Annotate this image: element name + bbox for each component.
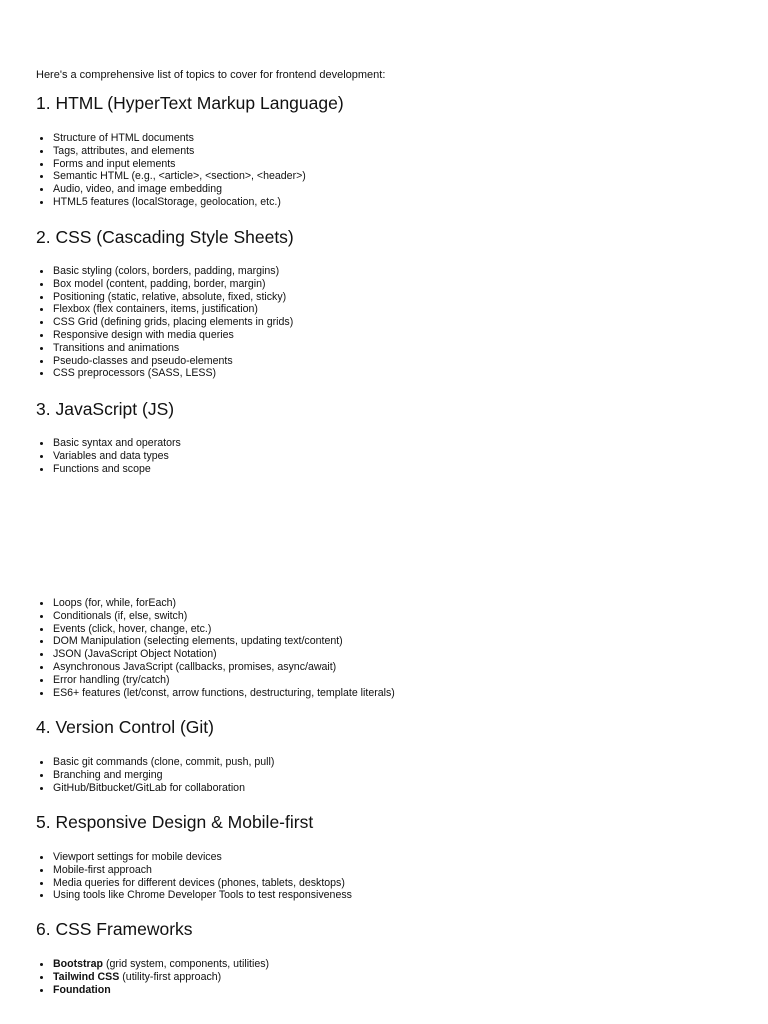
list-item: Asynchronous JavaScript (callbacks, promises, async/await) (53, 661, 395, 674)
list-item: Positioning (static, relative, absolute, fixed, sticky) (53, 291, 293, 304)
topic-list-css (36, 265, 293, 380)
framework-name: Bootstrap (53, 958, 104, 970)
list-item: Flexbox (flex containers, items, justification) (53, 303, 293, 316)
framework-detail: (grid system, components, utilities) (103, 958, 270, 970)
list-item: Conditionals (if, else, switch) (53, 610, 395, 623)
list-item: Structure of HTML documents (53, 132, 306, 145)
list-item: Audio, video, and image embedding (53, 183, 306, 196)
list-item: Media queries for different devices (phones, tablets, desktops) (53, 877, 352, 890)
topic-list-css-frameworks (36, 958, 269, 996)
list-item: Branching and merging (53, 769, 274, 782)
list-item (53, 984, 269, 997)
list-item: Transitions and animations (53, 342, 293, 355)
list-item: Forms and input elements (53, 158, 306, 171)
list-item: Functions and scope (53, 463, 181, 476)
list-item: Viewport settings for mobile devices (53, 851, 352, 864)
intro-text: Here's a comprehensive list of topics to cover for frontend development: (36, 69, 386, 81)
list-item: Variables and data types (53, 450, 181, 463)
list-item (53, 958, 269, 971)
list-item: Mobile-first approach (53, 864, 352, 877)
topic-list-javascript (36, 437, 181, 475)
list-item: Responsive design with media queries (53, 329, 293, 342)
list-item: CSS Grid (defining grids, placing elements in grids) (53, 316, 294, 329)
topic-list-responsive (36, 851, 352, 902)
topic-list-html (36, 132, 306, 209)
topic-list-git (36, 756, 274, 794)
list-item: Using tools like Chrome Developer Tools to test responsiveness (53, 889, 352, 902)
list-item: Basic git commands (clone, commit, push, pull) (53, 756, 275, 768)
list-item: Pseudo-classes and pseudo-elements (53, 355, 293, 368)
list-item (53, 971, 269, 984)
list-item: Error handling (try/catch) (53, 674, 395, 687)
list-item: DOM Manipulation (selecting elements, updating text/content) (53, 635, 395, 648)
section-title-html: 1. HTML (HyperText Markup Language) (36, 93, 344, 113)
section-title-git: 4. Version Control (Git) (36, 717, 214, 737)
list-item: Loops (for, while, forEach) (53, 597, 395, 610)
list-item: Basic syntax and operators (53, 437, 181, 449)
list-item: Basic styling (colors, borders, padding, margins) (53, 265, 293, 278)
section-title-css: 2. CSS (Cascading Style Sheets) (36, 227, 294, 247)
framework-detail: (utility-first approach) (119, 970, 222, 983)
list-item: HTML5 features (localStorage, geolocation, etc.) (53, 196, 306, 209)
section-title-css-frameworks: 6. CSS Frameworks (36, 919, 193, 939)
framework-name: Tailwind CSS (53, 970, 120, 983)
list-item: Events (click, hover, change, etc.) (53, 623, 395, 636)
section-title-javascript: 3. JavaScript (JS) (36, 399, 175, 419)
framework-name: Foundation (53, 983, 111, 996)
topic-list-javascript-continued (36, 597, 395, 699)
list-item: ES6+ features (let/const, arrow functions, destructuring, template literals) (53, 686, 395, 699)
section-title-responsive: 5. Responsive Design & Mobile-first (36, 812, 314, 832)
list-item: CSS preprocessors (SASS, LESS) (53, 367, 293, 380)
list-item: Semantic HTML (e.g., <article>, <section>, <header>) (53, 170, 306, 183)
list-item: JSON (JavaScript Object Notation) (53, 648, 395, 661)
list-item: Box model (content, padding, border, margin) (53, 278, 293, 291)
list-item: GitHub/Bitbucket/GitLab for collaboration (53, 782, 274, 795)
list-item: Tags, attributes, and elements (53, 145, 306, 158)
